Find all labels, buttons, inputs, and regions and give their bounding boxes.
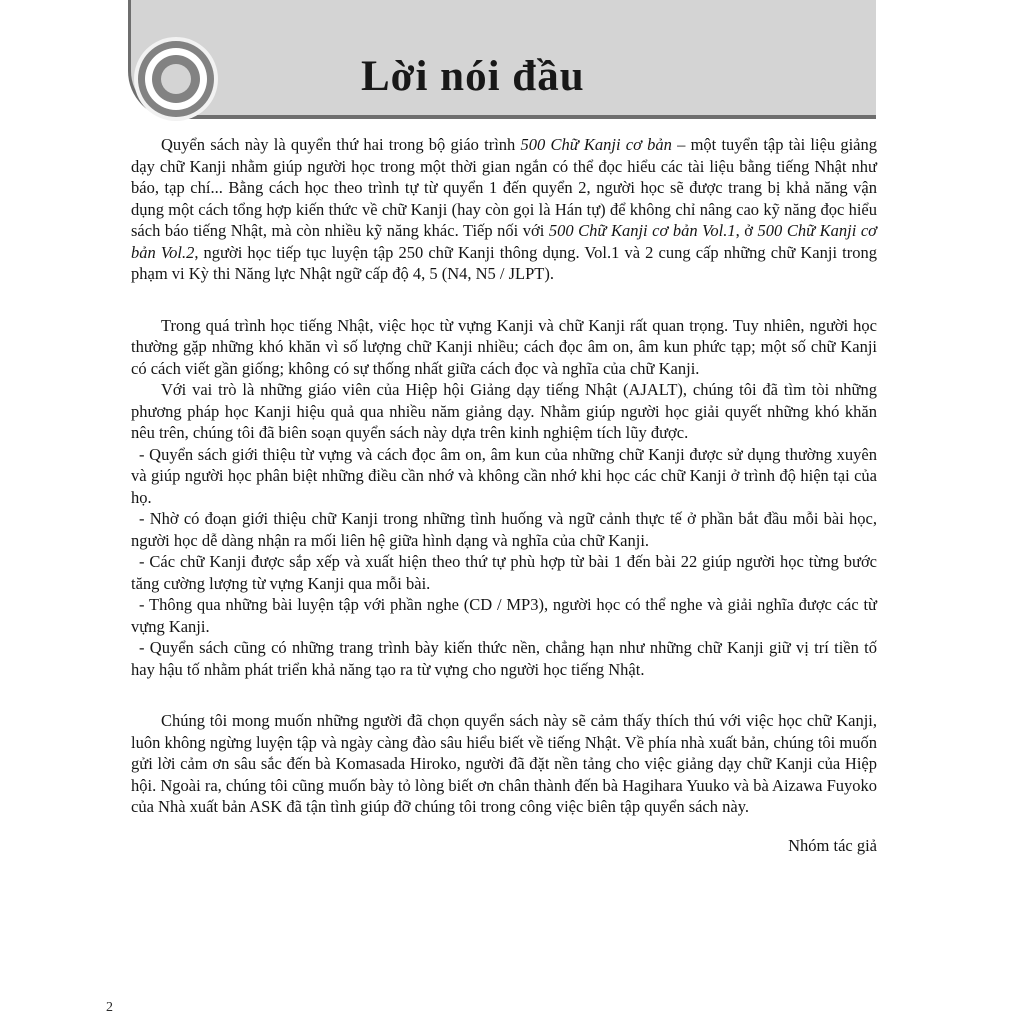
paragraph: Trong quá trình học tiếng Nhật, việc học từ vựng Kanji và chữ Kanji rất quan trọng. Tuy nhiên, người học thường gặp những khó khăn vì số lượng chữ Kanji nhiều; cách đọc âm on, âm kun phức tạp; một số chữ Kanji có cách viết gần giống; không có sự thống nhất giữa cách đọc và nghĩa của chữ Kanji. [131,315,877,378]
preface-text [131,134,877,818]
concentric-circles-icon [138,41,214,117]
logo-center [161,64,191,94]
bullet-item: - Các chữ Kanji được sắp xếp và xuất hiện theo thứ tự phù hợp từ bài 1 đến bài 22 giúp người học từng bước tăng cường lượng từ vựng Kanji qua mỗi bài. [131,552,877,593]
bullet-item: - Quyển sách cũng có những trang trình bày kiến thức nền, chẳng hạn như những chữ Kanji giữ vị trí tiền tố hay hậu tố nhằm phát triển khả năng tạo ra từ vựng cho người học tiếng Nhật. [131,638,877,679]
author-signature: Nhóm tác giả [788,836,877,855]
bullet-item: - Nhờ có đoạn giới thiệu chữ Kanji trong những tình huống và ngữ cảnh thực tế ở phần bắt đầu mỗi bài học, người học dễ dàng nhận ra mối liên hệ giữa hình dạng và nghĩa của chữ Kanji. [131,509,877,550]
logo-gray-ring [152,55,200,103]
header-banner [128,0,876,119]
bullet-item: - Thông qua những bài luyện tập với phần nghe (CD / MP3), người học có thể nghe và giải nghĩa được các từ vựng Kanji. [131,595,877,636]
paragraph: Quyển sách này là quyển thứ hai trong bộ giáo trình 500 Chữ Kanji cơ bản – một tuyển tập tài liệu giảng dạy chữ Kanji nhằm giúp người học trong một thời gian ngắn có thể đọc hiểu các tài liệu bằng tiếng Nhật như báo, tạp chí... Bằng cách học theo trình tự từ quyển 1 đến quyển 2, người học sẽ được trang bị khả năng vận dụng một cách tổng hợp kiến thức về chữ Kanji (hay còn gọi là Hán tự) để không chỉ nâng cao kỹ năng đọc hiểu sách báo tiếng Nhật, mà còn nhiều kỹ năng khác. Tiếp nối với 500 Chữ Kanji cơ bản Vol.1, ở 500 Chữ Kanji cơ bản Vol.2, người học tiếp tục luyện tập 250 chữ Kanji thông dụng. Vol.1 và 2 cung cấp những chữ Kanji trong phạm vi Kỳ thi Năng lực Nhật ngữ cấp độ 4, 5 (N4, N5 / JLPT). [131,135,877,283]
page-title: Lời nói đầu [361,53,585,100]
bullet-item: - Quyển sách giới thiệu từ vựng và cách đọc âm on, âm kun của những chữ Kanji được sử dụng thường xuyên và giúp người học phân biệt những điều cần nhớ và không cần nhớ khi học các chữ Kanji ở trình độ hiện tại của họ. [131,444,877,507]
logo-white-ring [145,48,207,110]
paragraph: Chúng tôi mong muốn những người đã chọn quyển sách này sẽ cảm thấy thích thú với việc học chữ Kanji, luôn không ngừng luyện tập và ngày càng đào sâu hiểu biết về tiếng Nhật. Về phía nhà xuất bản, chúng tôi muốn gửi lời cảm ơn sâu sắc đến bà Komasada Hiroko, người đã đặt nền tảng cho việc giảng dạy chữ Kanji của Hiệp hội. Ngoài ra, chúng tôi cũng muốn bày tỏ lòng biết ơn chân thành đến bà Hagihara Yuuko và bà Aizawa Fuyoko của Nhà xuất bản ASK đã tận tình giúp đỡ chúng tôi trong công việc biên tập quyển sách này. [131,711,877,816]
page-number: 2 [106,1000,113,1015]
paragraph: Với vai trò là những giáo viên của Hiệp hội Giảng dạy tiếng Nhật (AJALT), chúng tôi đã tìm tòi những phương pháp học Kanji hiệu quả qua nhiều năm giảng dạy. Nhằm giúp người học giải quyết những khó khăn nêu trên, chúng tôi đã biên soạn quyển sách này dựa trên kinh nghiệm tích lũy được. [131,380,877,442]
